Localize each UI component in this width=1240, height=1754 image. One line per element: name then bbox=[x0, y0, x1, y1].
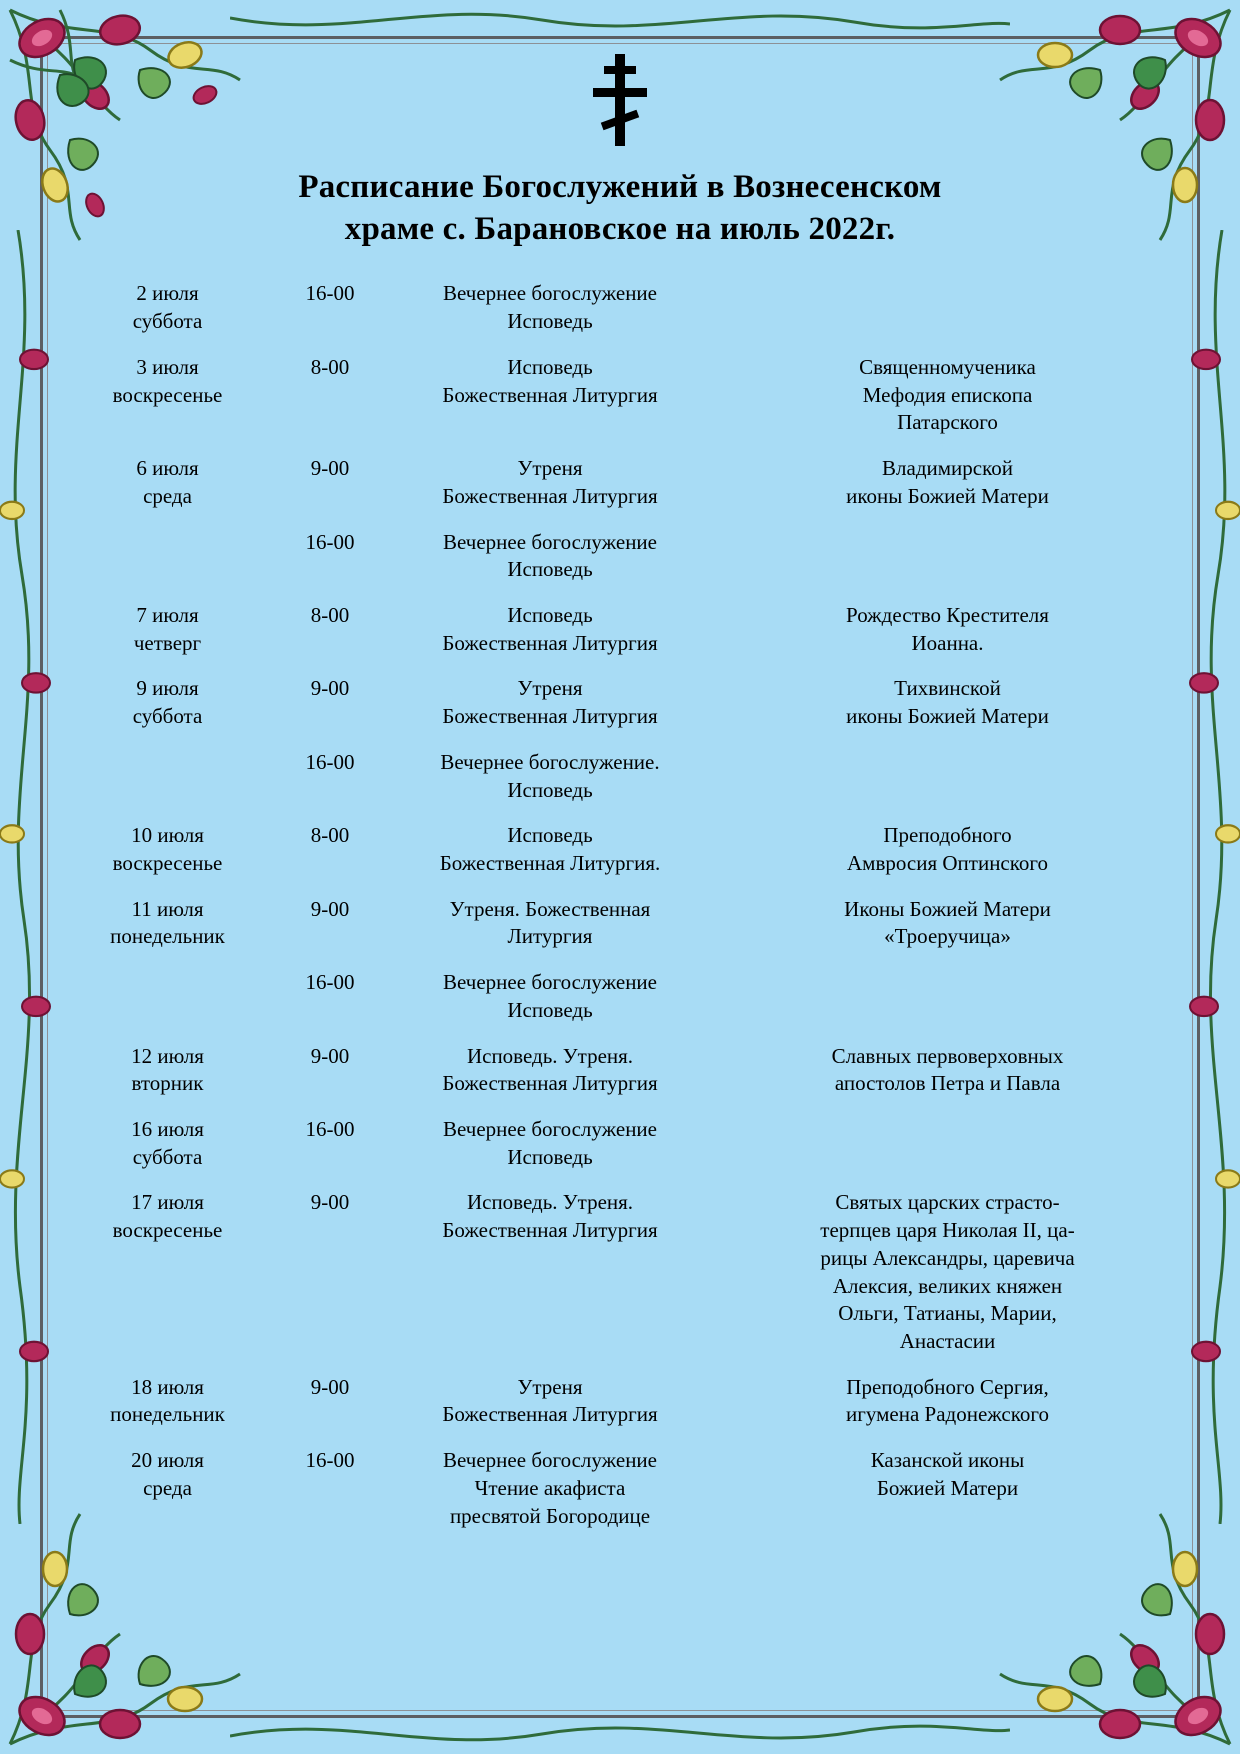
row-time bbox=[275, 675, 385, 730]
row-spacer bbox=[60, 336, 1180, 354]
row-date bbox=[60, 455, 275, 510]
row-service-line: Исповедь bbox=[507, 309, 593, 334]
row-service bbox=[385, 675, 715, 730]
row-service bbox=[385, 969, 715, 1024]
row-time-line: 9-00 bbox=[310, 1190, 350, 1215]
row-date-line: вторник bbox=[131, 1071, 204, 1096]
schedule-row bbox=[60, 822, 1180, 877]
row-time bbox=[275, 280, 385, 335]
row-time bbox=[275, 354, 385, 437]
row-service bbox=[385, 529, 715, 584]
row-spacer-cell bbox=[60, 657, 1180, 675]
row-date-line: 20 июля bbox=[131, 1448, 204, 1473]
row-date bbox=[60, 602, 275, 657]
row-feast bbox=[715, 354, 1180, 437]
row-feast-line: «Троеручица» bbox=[884, 924, 1011, 949]
row-feast bbox=[715, 1374, 1180, 1429]
row-service-line: Исповедь bbox=[507, 354, 593, 379]
row-time bbox=[275, 1116, 385, 1171]
row-feast bbox=[715, 455, 1180, 510]
row-spacer-cell bbox=[60, 336, 1180, 354]
row-feast-line: Славных первоверховных bbox=[831, 1043, 1064, 1068]
row-spacer bbox=[60, 1098, 1180, 1116]
row-spacer bbox=[60, 731, 1180, 749]
row-time-line: 8-00 bbox=[310, 602, 350, 627]
row-date bbox=[60, 280, 275, 335]
row-time-line: 8-00 bbox=[310, 354, 350, 379]
schedule-row bbox=[60, 896, 1180, 951]
row-service-line: Вечернее богослужение. bbox=[440, 749, 660, 774]
row-service bbox=[385, 1374, 715, 1429]
row-date bbox=[60, 1447, 275, 1530]
row-service-line: Божественная Литургия. bbox=[439, 850, 661, 875]
row-feast-line: Рождество Крестителя bbox=[846, 602, 1049, 627]
schedule-row bbox=[60, 675, 1180, 730]
row-spacer-cell bbox=[60, 1171, 1180, 1189]
row-feast-line: Владимирской bbox=[882, 456, 1013, 481]
row-time-line: 16-00 bbox=[305, 281, 355, 306]
row-date-line: четверг bbox=[133, 630, 202, 655]
row-time-line: 9-00 bbox=[310, 1374, 350, 1399]
row-time-line: 8-00 bbox=[310, 823, 350, 848]
poster-content bbox=[60, 40, 1180, 1714]
schedule-row bbox=[60, 1043, 1180, 1098]
row-spacer-cell bbox=[60, 1098, 1180, 1116]
row-feast bbox=[715, 280, 1180, 335]
row-date-line: 17 июля bbox=[131, 1190, 204, 1215]
row-service-line: Божественная Литургия bbox=[442, 1218, 658, 1243]
page-title-line2: храме с. Барановское на июль 2022г. bbox=[344, 211, 896, 248]
row-feast bbox=[715, 1116, 1180, 1171]
schedule-table bbox=[60, 280, 1180, 1548]
row-date-line: 18 июля bbox=[131, 1374, 204, 1399]
row-service-line: Божественная Литургия bbox=[442, 1071, 658, 1096]
row-feast-line: игумена Радонежского bbox=[846, 1402, 1049, 1427]
row-date bbox=[60, 749, 275, 804]
row-time-line: 16-00 bbox=[305, 1117, 355, 1141]
row-service-line: Божественная Литургия bbox=[442, 704, 658, 729]
row-date-line: суббота bbox=[132, 309, 203, 334]
row-service-line: Божественная Литургия bbox=[442, 630, 658, 655]
row-service bbox=[385, 749, 715, 804]
row-service bbox=[385, 455, 715, 510]
row-service-line: Литургия bbox=[507, 924, 593, 949]
row-feast bbox=[715, 822, 1180, 877]
row-service-line: Исповедь bbox=[507, 557, 593, 582]
cross-header bbox=[60, 40, 1180, 160]
row-feast bbox=[715, 896, 1180, 951]
row-feast-line: Мефодия епископа bbox=[862, 382, 1033, 407]
row-service-line: Исповедь bbox=[507, 997, 593, 1022]
row-date bbox=[60, 822, 275, 877]
row-service-line: Исповедь bbox=[507, 602, 593, 627]
row-feast-line: рицы Александры, царевича bbox=[820, 1245, 1075, 1270]
schedule-row bbox=[60, 749, 1180, 804]
row-service-line: Божественная Литургия bbox=[442, 483, 658, 508]
row-feast-line: иконы Божией Матери bbox=[846, 483, 1049, 508]
row-feast-line: Ольги, Татианы, Марии, bbox=[838, 1301, 1057, 1326]
row-date-line: воскресенье bbox=[112, 382, 223, 407]
row-time-line: 9-00 bbox=[310, 676, 350, 701]
row-spacer bbox=[60, 1356, 1180, 1374]
row-service-line: Исповедь. Утреня. bbox=[466, 1190, 634, 1215]
row-date bbox=[60, 896, 275, 951]
row-feast-line: Божией Матери bbox=[876, 1475, 1019, 1500]
row-spacer-cell bbox=[60, 1025, 1180, 1043]
row-feast-line: апостолов Петра и Павла bbox=[834, 1071, 1061, 1096]
row-date-line: среда bbox=[143, 1475, 192, 1500]
orthodox-cross-icon bbox=[585, 50, 655, 150]
row-feast bbox=[715, 969, 1180, 1024]
row-service-line: Утреня. Божественная bbox=[449, 896, 651, 921]
schedule-row bbox=[60, 602, 1180, 657]
schedule-row bbox=[60, 1116, 1180, 1171]
row-spacer-cell bbox=[60, 804, 1180, 822]
row-spacer bbox=[60, 878, 1180, 896]
row-date bbox=[60, 354, 275, 437]
schedule-row bbox=[60, 1189, 1180, 1355]
row-spacer-cell bbox=[60, 1530, 1180, 1548]
row-service-line: Вечернее богослужение bbox=[443, 970, 657, 995]
row-service-line: Исповедь bbox=[507, 777, 593, 802]
row-service-line: Утреня bbox=[517, 456, 583, 481]
row-feast bbox=[715, 749, 1180, 804]
row-spacer bbox=[60, 584, 1180, 602]
row-time-line: 16-00 bbox=[305, 970, 355, 995]
row-time bbox=[275, 529, 385, 584]
schedule-row bbox=[60, 529, 1180, 584]
row-feast-line: Алексия, великих княжен bbox=[832, 1273, 1063, 1298]
row-time-line: 9-00 bbox=[310, 456, 350, 481]
row-service-line: Вечернее богослужение bbox=[443, 281, 657, 306]
row-date-line: 7 июля bbox=[136, 602, 199, 627]
row-spacer-cell bbox=[60, 1429, 1180, 1447]
row-service bbox=[385, 602, 715, 657]
row-spacer bbox=[60, 951, 1180, 969]
row-date-line: понедельник bbox=[110, 924, 225, 949]
row-feast-line: Амвросия Оптинского bbox=[847, 850, 1048, 875]
row-date-line: суббота bbox=[132, 1144, 203, 1169]
row-service-line: Вечернее богослужение bbox=[443, 1448, 657, 1473]
row-time bbox=[275, 896, 385, 951]
row-service-line: Утреня bbox=[517, 676, 583, 701]
schedule-body bbox=[60, 280, 1180, 1548]
row-time bbox=[275, 969, 385, 1024]
schedule-row bbox=[60, 1447, 1180, 1530]
row-feast-line: Тихвинской bbox=[894, 676, 1001, 701]
row-spacer-cell bbox=[60, 731, 1180, 749]
row-service-line: Божественная Литургия bbox=[442, 382, 658, 407]
row-feast-line: Иконы Божией Матери bbox=[844, 896, 1051, 921]
schedule-row bbox=[60, 969, 1180, 1024]
row-service-line: Божественная Литургия bbox=[442, 1402, 658, 1427]
schedule-row bbox=[60, 1374, 1180, 1429]
page-title-line1: Расписание Богослужений в Вознесенском bbox=[298, 169, 942, 205]
row-date-line: воскресенье bbox=[112, 1218, 223, 1243]
row-feast-line: Святых царских страсто- bbox=[835, 1190, 1060, 1215]
row-spacer bbox=[60, 437, 1180, 455]
row-spacer-cell bbox=[60, 951, 1180, 969]
row-service-line: Утреня bbox=[517, 1374, 583, 1399]
row-date bbox=[60, 529, 275, 584]
row-feast-line: Преподобного bbox=[883, 823, 1012, 848]
row-date bbox=[60, 969, 275, 1024]
row-feast bbox=[715, 529, 1180, 584]
row-date-line: 6 июля bbox=[136, 456, 199, 481]
row-time-line: 16-00 bbox=[305, 529, 355, 554]
row-feast-line: иконы Божией Матери bbox=[846, 704, 1049, 729]
row-feast-line: Священномученика bbox=[859, 354, 1036, 379]
row-date-line: понедельник bbox=[110, 1402, 225, 1427]
row-feast bbox=[715, 675, 1180, 730]
page-title bbox=[90, 166, 1150, 250]
row-date bbox=[60, 1116, 275, 1171]
row-date-line: 9 июля bbox=[136, 676, 199, 701]
row-feast-line: Анастасии bbox=[899, 1329, 996, 1354]
row-service bbox=[385, 822, 715, 877]
row-date-line: 10 июля bbox=[131, 823, 204, 848]
schedule-row bbox=[60, 280, 1180, 335]
row-time bbox=[275, 602, 385, 657]
row-date-line: 2 июля bbox=[136, 281, 199, 306]
row-service-line: Исповедь bbox=[507, 1144, 593, 1169]
row-service bbox=[385, 1189, 715, 1355]
row-spacer bbox=[60, 1025, 1180, 1043]
row-service-line: Вечернее богослужение bbox=[443, 529, 657, 554]
row-time-line: 16-00 bbox=[305, 749, 355, 774]
row-service bbox=[385, 1116, 715, 1171]
row-service-line: пресвятой Богородице bbox=[449, 1503, 651, 1528]
row-date-line: среда bbox=[143, 483, 192, 508]
row-date-line: суббота bbox=[132, 704, 203, 729]
row-service bbox=[385, 1043, 715, 1098]
row-time-line: 9-00 bbox=[310, 896, 350, 921]
row-time bbox=[275, 1447, 385, 1530]
row-date-line: 11 июля bbox=[131, 896, 204, 921]
row-feast bbox=[715, 602, 1180, 657]
row-feast-line: Преподобного Сергия, bbox=[846, 1374, 1049, 1399]
row-time bbox=[275, 1189, 385, 1355]
row-date-line: 3 июля bbox=[136, 354, 199, 379]
row-time bbox=[275, 822, 385, 877]
row-time bbox=[275, 1374, 385, 1429]
row-time bbox=[275, 455, 385, 510]
row-spacer bbox=[60, 657, 1180, 675]
row-time-line: 9-00 bbox=[310, 1043, 350, 1068]
row-date-line: 12 июля bbox=[131, 1043, 204, 1068]
row-spacer-cell bbox=[60, 437, 1180, 455]
row-time bbox=[275, 1043, 385, 1098]
row-feast-line: Иоанна. bbox=[911, 630, 984, 655]
row-service bbox=[385, 896, 715, 951]
row-service-line: Чтение акафиста bbox=[474, 1475, 626, 1500]
row-spacer bbox=[60, 1171, 1180, 1189]
row-spacer bbox=[60, 804, 1180, 822]
row-feast-line: Патарского bbox=[897, 410, 998, 435]
row-spacer bbox=[60, 1530, 1180, 1548]
row-service-line: Исповедь. Утреня. bbox=[466, 1043, 634, 1068]
row-date bbox=[60, 1374, 275, 1429]
row-spacer-cell bbox=[60, 878, 1180, 896]
schedule-row bbox=[60, 354, 1180, 437]
row-service-line: Исповедь bbox=[507, 823, 593, 848]
row-time-line: 16-00 bbox=[305, 1448, 355, 1473]
row-spacer-cell bbox=[60, 511, 1180, 529]
row-date bbox=[60, 1189, 275, 1355]
row-service-line: Вечернее богослужение bbox=[443, 1117, 657, 1141]
row-service bbox=[385, 354, 715, 437]
schedule-row bbox=[60, 455, 1180, 510]
row-feast-line: Казанской иконы bbox=[870, 1448, 1025, 1473]
row-feast bbox=[715, 1447, 1180, 1530]
row-spacer bbox=[60, 511, 1180, 529]
row-service bbox=[385, 280, 715, 335]
row-date bbox=[60, 1043, 275, 1098]
row-service bbox=[385, 1447, 715, 1530]
row-feast bbox=[715, 1189, 1180, 1355]
row-feast-line: терпцев царя Николая II, ца- bbox=[820, 1218, 1075, 1243]
row-feast bbox=[715, 1043, 1180, 1098]
row-spacer bbox=[60, 1429, 1180, 1447]
row-spacer-cell bbox=[60, 1356, 1180, 1374]
row-time bbox=[275, 749, 385, 804]
row-date bbox=[60, 675, 275, 730]
row-date-line: воскресенье bbox=[112, 850, 223, 875]
row-date-line: 16 июля bbox=[131, 1117, 204, 1141]
row-spacer-cell bbox=[60, 584, 1180, 602]
